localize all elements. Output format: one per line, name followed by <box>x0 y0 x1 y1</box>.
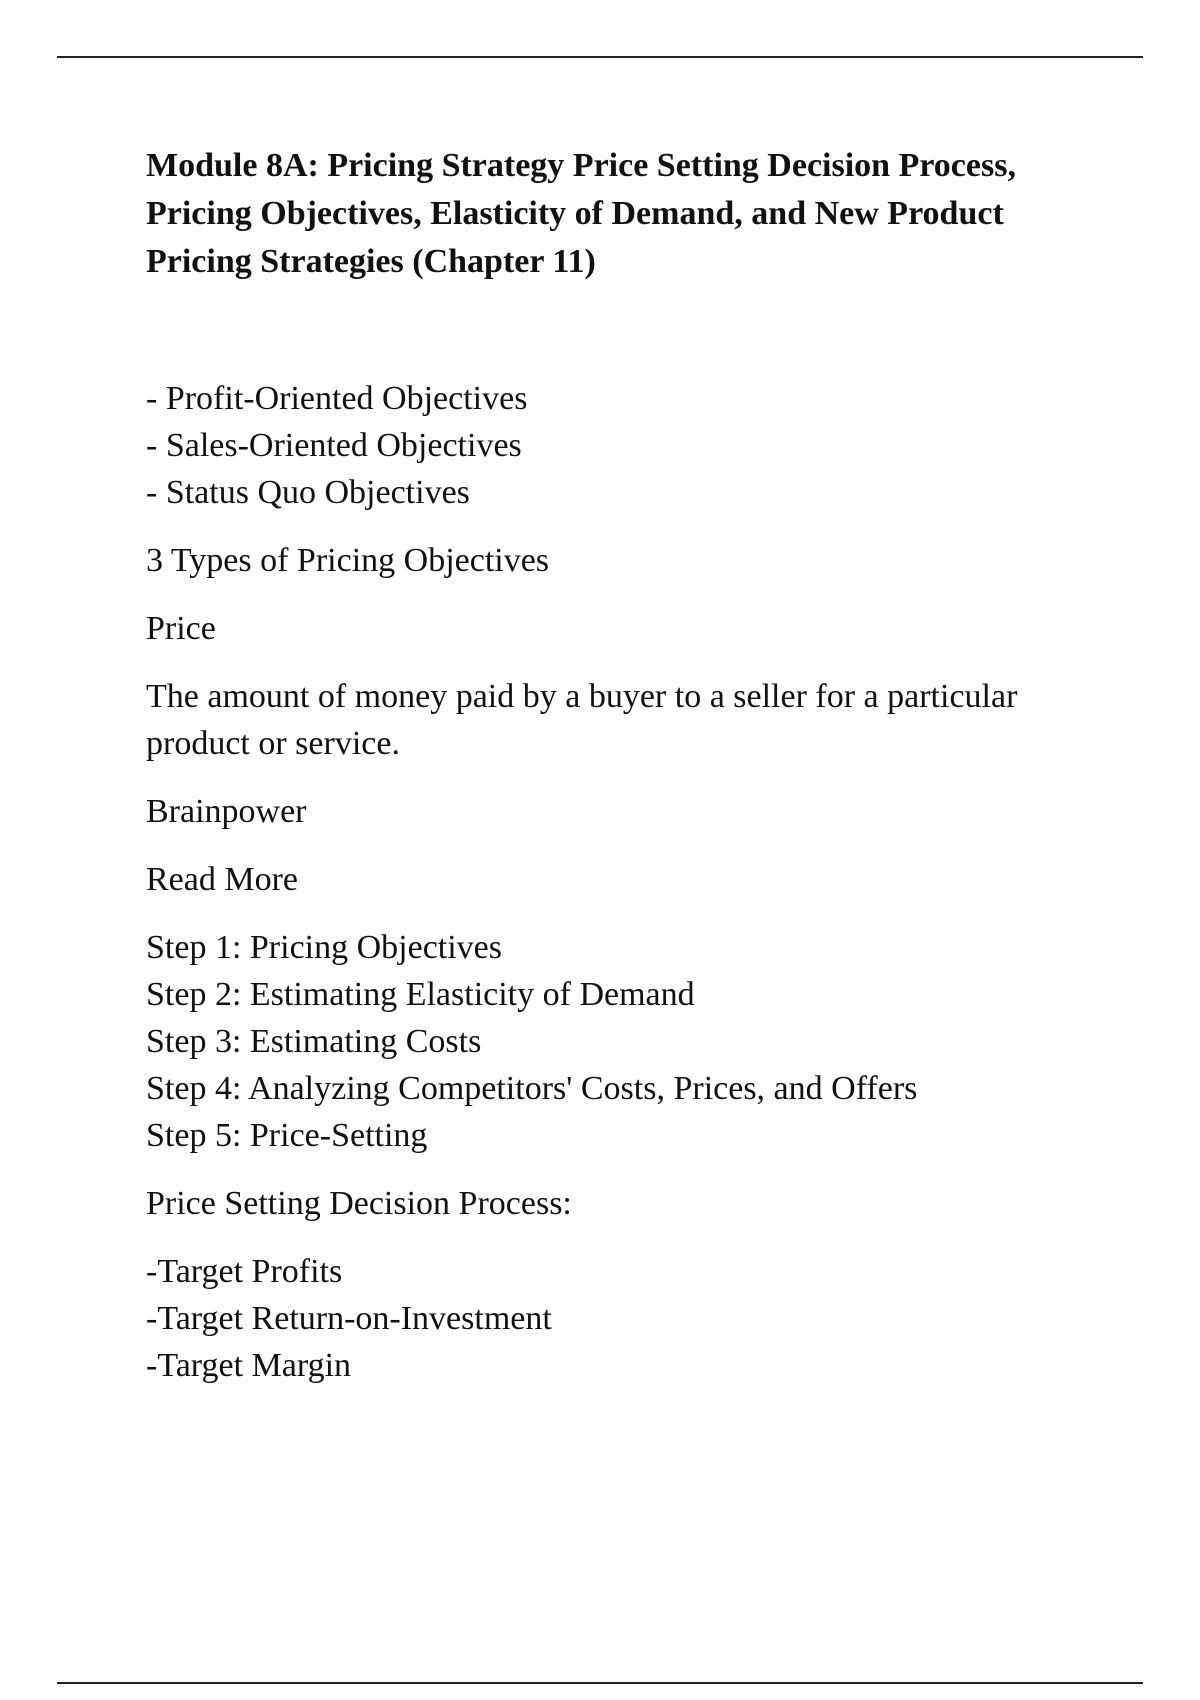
list-item: Step 3: Estimating Costs <box>146 1023 482 1060</box>
top-divider <box>57 56 1143 58</box>
bottom-divider <box>57 1682 1143 1684</box>
steps-list <box>146 924 1106 1159</box>
list-item: - Status Quo Objectives <box>146 474 470 511</box>
price-term: Price <box>146 610 216 647</box>
list-item: -Target Profits <box>146 1253 343 1290</box>
brainpower-label: Brainpower <box>146 793 307 830</box>
price-definition: The amount of money paid by a buyer to a seller for a particular product or service. <box>146 678 1018 762</box>
list-item: Step 2: Estimating Elasticity of Demand <box>146 976 695 1013</box>
objective-types-term: 3 Types of Pricing Objectives <box>146 542 550 579</box>
list-item: -Target Return-on-Investment <box>146 1300 552 1337</box>
list-item: Step 5: Price-Setting <box>146 1117 428 1154</box>
list-item: - Profit-Oriented Objectives <box>146 380 528 417</box>
read-more-link[interactable]: Read More <box>146 861 299 898</box>
page-content <box>146 142 1106 1389</box>
list-item: - Sales-Oriented Objectives <box>146 427 522 464</box>
document-title: Module 8A: Pricing Strategy Price Setting Decision Process, Pricing Objectives, Elasticity of Demand, and New Product Pricing Strategies (Chapter 11) <box>146 147 1016 280</box>
list-item: Step 4: Analyzing Competitors' Costs, Prices, and Offers <box>146 1070 918 1107</box>
steps-term: Price Setting Decision Process: <box>146 1185 572 1222</box>
objective-types-list <box>146 375 1106 516</box>
list-item: Step 1: Pricing Objectives <box>146 929 503 966</box>
list-item: -Target Margin <box>146 1347 352 1384</box>
profit-targets-list <box>146 1248 1106 1389</box>
